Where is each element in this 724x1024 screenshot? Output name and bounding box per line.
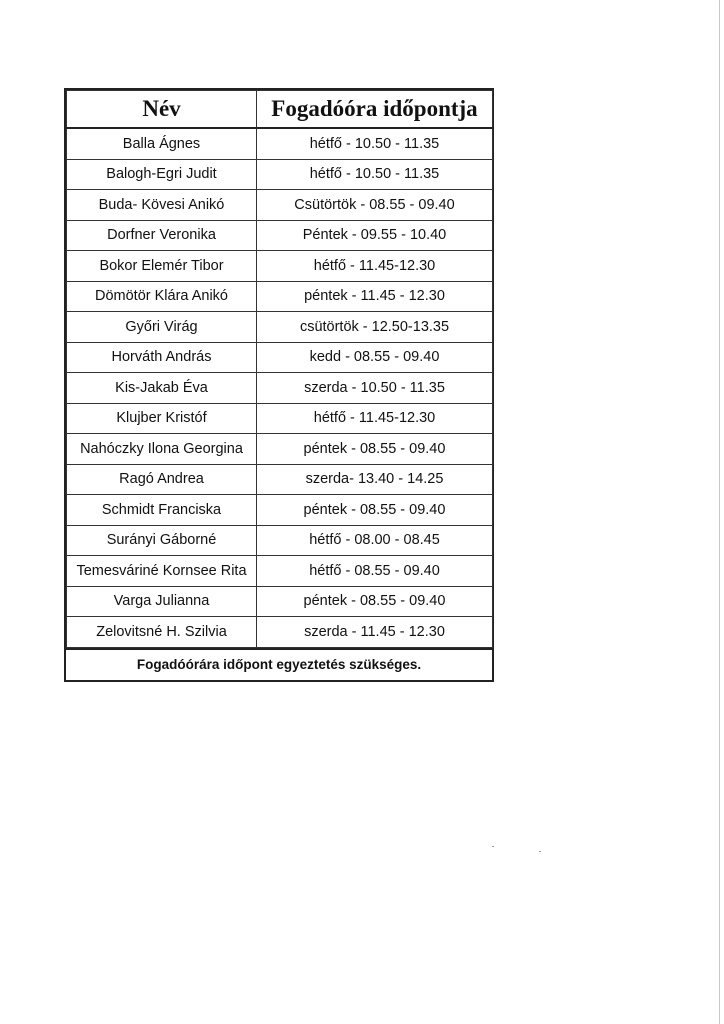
office-hour-time-cell: szerda- 13.40 - 14.25 xyxy=(257,464,493,495)
table-row xyxy=(67,251,493,282)
header-office-hours: Fogadóóra időpontja xyxy=(257,91,493,129)
teacher-name-cell: Buda- Kövesi Anikó xyxy=(67,190,257,221)
teacher-name-cell: Dömötör Klára Anikó xyxy=(67,281,257,312)
office-hour-time-cell: szerda - 11.45 - 12.30 xyxy=(257,617,493,648)
table-row xyxy=(67,495,493,526)
table-row xyxy=(67,525,493,556)
teacher-name-cell: Nahóczky Ilona Georgina xyxy=(67,434,257,465)
table-row xyxy=(67,312,493,343)
table-row xyxy=(67,220,493,251)
table-row xyxy=(67,159,493,190)
header-name: Név xyxy=(67,91,257,129)
office-hour-time-cell: péntek - 08.55 - 09.40 xyxy=(257,495,493,526)
office-hour-time-cell: péntek - 08.55 - 09.40 xyxy=(257,586,493,617)
office-hour-time-cell: kedd - 08.55 - 09.40 xyxy=(257,342,493,373)
office-hour-time-cell: hétfő - 11.45-12.30 xyxy=(257,403,493,434)
office-hour-time-cell: hétfő - 10.50 - 11.35 xyxy=(257,128,493,159)
teacher-name-cell: Ragó Andrea xyxy=(67,464,257,495)
teacher-name-cell: Schmidt Franciska xyxy=(67,495,257,526)
table-row xyxy=(67,434,493,465)
teacher-name-cell: Zelovitsné H. Szilvia xyxy=(67,617,257,648)
table-row xyxy=(67,556,493,587)
office-hour-time-cell: hétfő - 10.50 - 11.35 xyxy=(257,159,493,190)
office-hour-time-cell: csütörtök - 12.50-13.35 xyxy=(257,312,493,343)
teacher-name-cell: Győri Virág xyxy=(67,312,257,343)
office-hour-time-cell: Csütörtök - 08.55 - 09.40 xyxy=(257,190,493,221)
teacher-name-cell: Balogh-Egri Judit xyxy=(67,159,257,190)
appointment-note: Fogadóórára időpont egyeztetés szükséges. xyxy=(66,648,492,680)
table-body xyxy=(67,128,493,647)
office-hours-table-frame xyxy=(64,88,494,682)
scan-speck xyxy=(492,846,494,847)
office-hour-time-cell: Péntek - 09.55 - 10.40 xyxy=(257,220,493,251)
teacher-name-cell: Balla Ágnes xyxy=(67,128,257,159)
office-hours-table xyxy=(66,90,493,648)
table-row xyxy=(67,464,493,495)
table-row xyxy=(67,373,493,404)
teacher-name-cell: Dorfner Veronika xyxy=(67,220,257,251)
table-row xyxy=(67,281,493,312)
scan-speck xyxy=(539,851,541,852)
teacher-name-cell: Klujber Kristóf xyxy=(67,403,257,434)
teacher-name-cell: Horváth András xyxy=(67,342,257,373)
teacher-name-cell: Kis-Jakab Éva xyxy=(67,373,257,404)
office-hour-time-cell: hétfő - 08.00 - 08.45 xyxy=(257,525,493,556)
table-row xyxy=(67,403,493,434)
table-header-row xyxy=(67,91,493,129)
scan-edge-line xyxy=(719,0,720,1024)
office-hour-time-cell: hétfő - 11.45-12.30 xyxy=(257,251,493,282)
table-row xyxy=(67,190,493,221)
office-hour-time-cell: péntek - 11.45 - 12.30 xyxy=(257,281,493,312)
teacher-name-cell: Temesváriné Kornsee Rita xyxy=(67,556,257,587)
table-row xyxy=(67,617,493,648)
table-row xyxy=(67,128,493,159)
office-hour-time-cell: péntek - 08.55 - 09.40 xyxy=(257,434,493,465)
table-row xyxy=(67,586,493,617)
teacher-name-cell: Surányi Gáborné xyxy=(67,525,257,556)
table-row xyxy=(67,342,493,373)
teacher-name-cell: Varga Julianna xyxy=(67,586,257,617)
teacher-name-cell: Bokor Elemér Tibor xyxy=(67,251,257,282)
office-hour-time-cell: szerda - 10.50 - 11.35 xyxy=(257,373,493,404)
office-hour-time-cell: hétfő - 08.55 - 09.40 xyxy=(257,556,493,587)
